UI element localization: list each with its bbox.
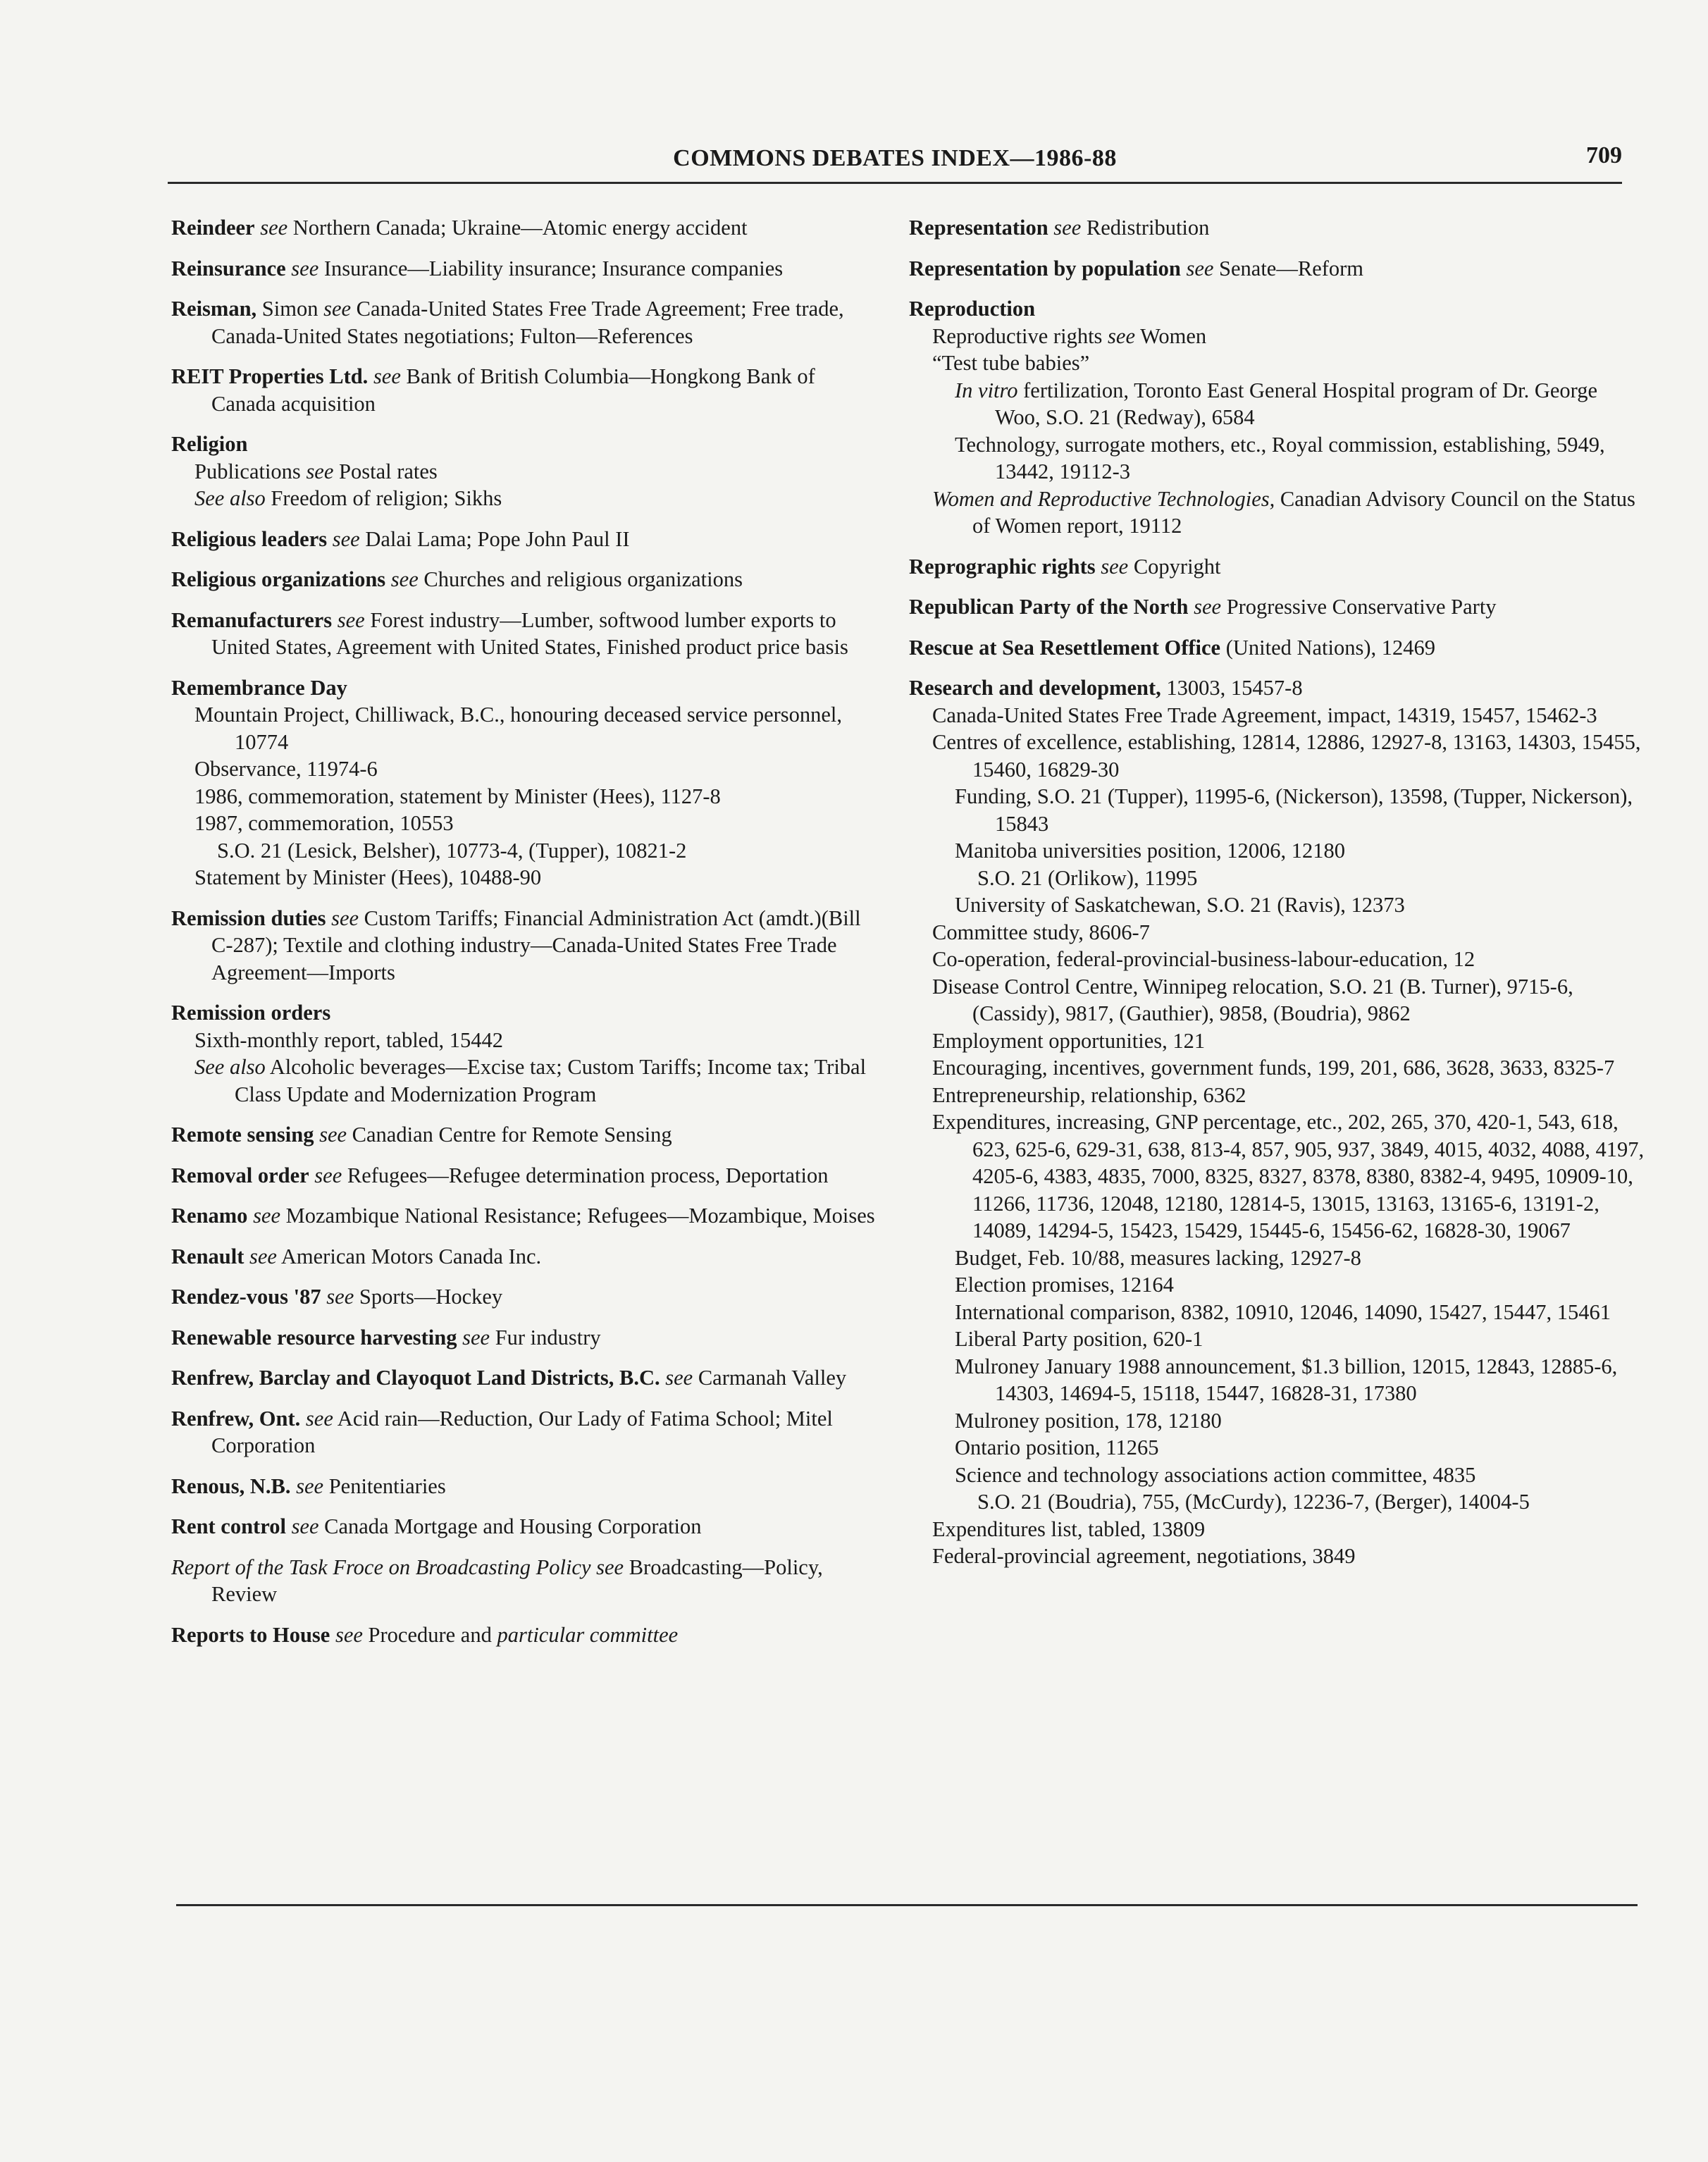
page-title: COMMONS DEBATES INDEX—1986-88 [673,145,1117,171]
subentry: Reproductive rights see Women [932,323,1207,348]
entry-heading: Renewable resource harvesting [171,1325,457,1349]
subentry: S.O. 21 (Boudria), 755, (McCurdy), 12236-7, (Berger), 14004-5 [977,1490,1530,1514]
subentry: S.O. 21 (Lesick, Belsher), 10773-4, (Tupper), 10821-2 [217,838,687,863]
subentry-list [909,702,1645,1570]
subentry: In vitro fertilization, Toronto East General Hospital program of Dr. George Woo, S.O. 21 (Redway), 6584 [955,378,1598,429]
see-label: see [1194,595,1222,619]
entry-heading: Reprographic rights [909,554,1096,579]
see-label: see [323,297,352,321]
entry-text: Sports—Hockey [354,1285,503,1309]
see-label: see [305,1406,333,1431]
entry-heading: Renamo [171,1204,248,1228]
entry-text: Bank of British Columbia—Hongkong Bank of Canada acquisition [211,364,815,416]
index-entry-reindeer [171,214,879,242]
see-label: see [462,1325,490,1349]
index-entry-remission-orders [171,999,879,1108]
entry-text: Penitentiaries [323,1474,446,1498]
page-number: 709 [1586,142,1622,168]
entry-heading: Rent control [171,1514,286,1538]
index-entry-reisman [171,295,879,350]
subentry: Disease Control Centre, Winnipeg relocation, S.O. 21 (B. Turner), 9715-6, (Cassidy), 9817, (Gauthier), 9858, (Boudria), 9862 [932,974,1573,1025]
see-label: see [306,459,334,483]
index-entry-reports-to-house [171,1622,879,1649]
index-entry-religious-organizations [171,566,879,593]
index-entry-reinsurance [171,255,879,283]
entry-heading: Remote sensing [171,1123,314,1147]
page-header [168,140,1622,184]
entry-heading: Representation by population [909,256,1181,280]
entry-text: Fur industry [490,1325,601,1349]
entry-heading: Renfrew, Barclay and Clayoquot Land Districts, B.C. [171,1366,660,1390]
index-entry-rescue-at-sea [909,634,1645,662]
entry-heading: Representation [909,216,1048,240]
index-entry-religion [171,431,879,512]
see-label: see [665,1366,693,1390]
index-entry-remission-duties [171,905,879,987]
subentry: 1987, commemoration, 10553 [194,811,454,835]
entry-heading: Republican Party of the North [909,595,1189,619]
entry-text: Refugees—Refugee determination process, Deportation [342,1163,829,1187]
index-entry-report-task-force [171,1554,879,1608]
see-label: see [253,1204,281,1228]
subentry: Manitoba universities position, 12006, 12180 [955,839,1346,863]
subentry: S.O. 21 (Orlikow), 11995 [977,865,1198,890]
index-entry-reproduction [909,295,1645,540]
entry-text: Insurance—Liability insurance; Insurance companies [318,256,784,280]
see-label: see [337,607,365,632]
entry-heading: Religious leaders [171,526,328,551]
entry-text: Progressive Conservative Party [1221,595,1497,619]
entry-heading: Reindeer [171,216,255,240]
subentry: Women and Reproductive Technologies, Canadian Advisory Council on the Status of Women report, 19112 [932,486,1635,538]
entry-heading: Renault [171,1244,245,1268]
see-label: see [1108,323,1135,348]
entry-text: American Motors Canada Inc. [276,1244,542,1268]
subentry: Statement by Minister (Hees), 10488-90 [194,865,542,889]
subentry: Budget, Feb. 10/88, measures lacking, 12927-8 [955,1245,1361,1270]
entry-text: Copyright [1128,554,1221,579]
entry-heading-line [909,674,1645,702]
index-entry-representation-by-population [909,255,1645,283]
subentry: Canada-United States Free Trade Agreement, impact, 14319, 15457, 15462-3 [932,703,1597,727]
subentry: See also Alcoholic beverages—Excise tax; Custom Tariffs; Income tax; Tribal Class Update and Modernization Program [194,1055,867,1106]
index-entry-renfrew-barclay [171,1364,879,1392]
subentry: Co-operation, federal-provincial-business-labour-education, 12 [932,947,1475,971]
subentry: Mountain Project, Chilliwack, B.C., honouring deceased service personnel, 10774 [194,703,843,754]
entry-text: 13003, 15457-8 [1161,676,1303,700]
entry-heading: Remanufacturers [171,607,333,632]
index-entry-republican-party [909,593,1645,621]
see-label: see [314,1163,342,1187]
right-column [909,214,1645,1583]
entry-text: (United Nations), 12469 [1220,635,1436,660]
entry-heading: Report of the Task Froce on Broadcasting Policy [171,1555,591,1579]
entry-text: Custom Tariffs; Financial Administration Act (amdt.)(Bill C-287); Textile and clothing industry—Canada-United States Free Trade Agreement—Imports [211,906,861,984]
entry-heading: Reinsurance [171,256,286,280]
entry-text: Senate—Reform [1213,256,1364,280]
see-also-label: See also [194,486,266,510]
subentry: Mulroney January 1988 announcement, $1.3 billion, 12015, 12843, 12885-6, 14303, 14694-5, 15118, 15447, 16828-31, 17380 [955,1354,1618,1405]
see-label: see [332,526,360,551]
subentry: See also Freedom of religion; Sikhs [194,486,502,510]
index-entry-remanufacturers [171,607,879,661]
entry-text: Canada-United States Free Trade Agreement; Free trade, Canada-United States negotiations; Fulton—References [211,297,844,348]
entry-text: Carmanah Valley [693,1366,847,1390]
entry-heading: Rendez-vous '87 [171,1285,321,1309]
see-label: see [390,567,419,591]
entry-text-italic: particular committee [497,1622,679,1647]
see-label: see [260,216,288,240]
see-label: see [596,1555,624,1579]
subentry: Science and technology associations action committee, 4835 [955,1462,1476,1487]
index-entry-renous [171,1473,879,1500]
subentry: Liberal Party position, 620-1 [955,1327,1203,1351]
entry-heading: Remission duties [171,906,326,930]
entry-text: Procedure and [362,1622,497,1647]
see-label: see [373,364,401,388]
index-entry-renfrew-ont [171,1405,879,1459]
entry-heading: Reisman, [171,297,257,321]
subentry: Committee study, 8606-7 [932,920,1150,944]
index-entry-remembrance-day [171,674,879,891]
subentry: Election promises, 12164 [955,1273,1174,1297]
index-entry-rent-control [171,1513,879,1540]
index-entry-representation [909,214,1645,242]
subentry: Entrepreneurship, relationship, 6362 [932,1082,1246,1107]
subentry: Sixth-monthly report, tabled, 15442 [194,1027,503,1052]
see-label: see [291,1514,319,1538]
subentry: Technology, surrogate mothers, etc., Royal commission, establishing, 5949, 13442, 19112-3 [955,432,1605,483]
entry-text: Churches and religious organizations [418,567,743,591]
entry-heading: Removal order [171,1163,309,1187]
index-entry-renault [171,1243,879,1271]
index-entry-religious-leaders [171,526,879,553]
see-label: see [335,1622,363,1647]
subentry: Mulroney position, 178, 12180 [955,1408,1222,1433]
entry-heading: Remembrance Day [171,675,347,700]
entry-heading: Religious organizations [171,567,386,591]
entry-text: Dalai Lama; Pope John Paul II [359,526,630,551]
entry-heading: Reports to House [171,1622,330,1647]
subentry: Employment opportunities, 121 [932,1028,1206,1053]
entry-heading: Research and development, [909,676,1161,700]
index-entry-renamo [171,1202,879,1230]
entry-heading: Rescue at Sea Resettlement Office [909,635,1221,660]
entry-text: Simon [256,297,324,321]
entry-text: Canadian Centre for Remote Sensing [347,1123,672,1147]
see-also-label: See also [194,1055,266,1079]
see-label: see [326,1285,354,1309]
entry-heading: REIT Properties Ltd. [171,364,369,388]
see-label: see [1186,256,1214,280]
see-label: see [1101,554,1129,579]
entry-heading: Renous, N.B. [171,1474,291,1498]
index-entry-rendez-vous [171,1283,879,1311]
subentry: University of Saskatchewan, S.O. 21 (Ravis), 12373 [955,893,1405,917]
subentry: Ontario position, 11265 [955,1435,1159,1459]
subentry: Expenditures list, tabled, 13809 [932,1517,1206,1541]
subentry: Observance, 11974-6 [194,757,378,781]
subentry: Federal-provincial agreement, negotiations, 3849 [932,1544,1356,1568]
see-label: see [319,1123,347,1147]
index-entry-renewable [171,1324,879,1352]
subentry: “Test tube babies” [932,351,1090,375]
index-entry-research-and-development [909,674,1645,1570]
index-entry-remote-sensing [171,1121,879,1149]
subentry: International comparison, 8382, 10910, 12046, 14090, 15427, 15447, 15461 [955,1299,1611,1324]
subentry: Expenditures, increasing, GNP percentage, etc., 202, 265, 370, 420-1, 543, 618, 623, 625-6, 629-31, 638, 813-4, 857, 905, 937, 3849, 4015, 4032, 4088, 4197, 4205-6, 4383, 4835, 7000, 8325, 8327, 8378, 8380, 8382-4, 9495, 10909-10, 11266, 11736, 12048, 12180, 12814-5, 13015, 13163, 13165-6, 13191-2, 14089, 14294-5, 15423, 15429, 15445-6, 15456-62, 16828-30, 19067 [932,1110,1645,1242]
entry-heading: Reproduction [909,297,1036,321]
entry-text: Canada Mortgage and Housing Corporation [318,1514,702,1538]
subentry: Encouraging, incentives, government funds, 199, 201, 686, 3628, 3633, 8325-7 [932,1056,1615,1080]
see-label: see [1053,216,1082,240]
see-label: see [296,1474,324,1498]
subentry: 1986, commemoration, statement by Minister (Hees), 1127-8 [194,784,721,808]
entry-heading: Remission orders [171,1001,331,1025]
entry-text: Mozambique National Resistance; Refugees—Mozambique, Moises [280,1204,875,1228]
subentry: Funding, S.O. 21 (Tupper), 11995-6, (Nickerson), 13598, (Tupper, Nickerson), 15843 [955,784,1633,836]
index-entry-reprographic-rights [909,553,1645,581]
entry-text: Forest industry—Lumber, softwood lumber exports to United States, Agreement with United States, Finished product price basis [211,607,848,659]
see-label: see [291,256,319,280]
index-entry-reit [171,363,879,417]
entry-text: Redistribution [1081,216,1210,240]
entry-text: Northern Canada; Ukraine—Atomic energy accident [287,216,748,240]
index-entry-removal-order [171,1162,879,1190]
subentry: Publications see Postal rates [194,459,438,483]
entry-text: Broadcasting—Policy, Review [211,1555,823,1606]
entry-heading: Religion [171,432,248,456]
see-label: see [249,1244,277,1268]
entry-text: Acid rain—Reduction, Our Lady of Fatima School; Mitel Corporation [211,1406,833,1457]
footer-rule [176,1904,1638,1906]
see-label: see [331,906,359,930]
entry-heading: Renfrew, Ont. [171,1406,301,1431]
subentry: Centres of excellence, establishing, 12814, 12886, 12927-8, 13163, 14303, 15455, 15460, 16829-30 [932,730,1641,782]
left-column [171,214,879,1662]
